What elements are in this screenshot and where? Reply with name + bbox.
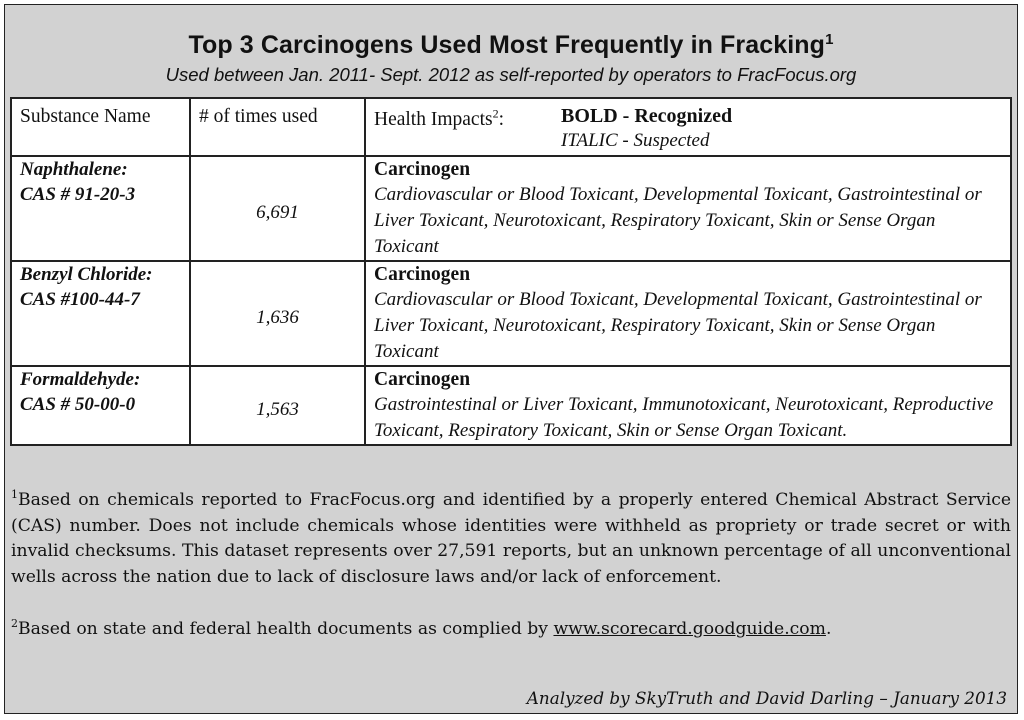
times-used-value: 6,691 (190, 156, 365, 261)
legend-bold-recognized: BOLD - Recognized (561, 105, 733, 127)
scorecard-link[interactable]: www.scorecard.goodguide.com (553, 619, 826, 639)
footnotes (11, 482, 1011, 643)
substance-name: Benzyl Chloride: (20, 264, 153, 285)
footnote-2: $^2$Based on state and federal health documents as complied by www.scorecard.goodguide.com. (11, 617, 832, 639)
column-header-times-used: # of times used (190, 98, 365, 156)
table-header-row (11, 98, 1011, 156)
recognized-impact: Carcinogen (374, 264, 471, 285)
times-used-value: 1,563 (190, 366, 365, 445)
substance-cell (11, 261, 190, 366)
page-subtitle: Used between Jan. 2011- Sept. 2012 as self-reported by operators to FracFocus.org (165, 64, 857, 85)
recognized-impact: Carcinogen (374, 159, 471, 180)
health-impacts-cell (365, 261, 1011, 366)
column-header-health-impacts: Health Impacts$^2$: BOLD - Recognized ITALIC - Suspected (365, 98, 1011, 156)
carcinogen-table (10, 97, 1012, 446)
analysis-credit: Analyzed by SkyTruth and David Darling – January 2013 (526, 688, 1007, 708)
recognized-impact: Carcinogen (374, 369, 471, 390)
suspected-impacts: Gastrointestinal or Liver Toxicant, Immunotoxicant, Neurotoxicant, Reproductive Toxicant, Respiratory Toxicant, Skin or Sense Organ Toxicant. (374, 394, 994, 441)
suspected-impacts: Cardiovascular or Blood Toxicant, Developmental Toxicant, Gastrointestinal or Liver Toxicant, Neurotoxicant, Respiratory Toxicant, Skin or Sense Organ Toxicant (374, 289, 982, 362)
cas-number: CAS # 91-20-3 (20, 184, 136, 205)
header (5, 5, 1017, 97)
title-footnote-marker: 1 (825, 31, 834, 48)
substance-cell (11, 366, 190, 445)
times-used-value: 1,636 (190, 261, 365, 366)
table-row (11, 156, 1011, 261)
impact-legend (561, 105, 732, 152)
health-impacts-cell (365, 156, 1011, 261)
substance-name: Formaldehyde: (20, 369, 141, 390)
suspected-impacts: Cardiovascular or Blood Toxicant, Developmental Toxicant, Gastrointestinal or Liver Toxicant, Neurotoxicant, Respiratory Toxicant, Skin or Sense Organ Toxicant (374, 184, 982, 257)
table-row (11, 261, 1011, 366)
cas-number: CAS #100-44-7 (20, 289, 140, 310)
column-header-substance: Substance Name (11, 98, 190, 156)
cas-number: CAS # 50-00-0 (20, 394, 136, 415)
health-impacts-cell (365, 366, 1011, 445)
substance-cell (11, 156, 190, 261)
page-title: Top 3 Carcinogens Used Most Frequently in Fracking$^1$ (188, 31, 834, 59)
footnote-1: $^1$Based on chemicals reported to FracFocus.org and identified by a properly entered Chemical Abstract Service (CAS) number. Does not include chemicals whose identities were withheld as propriety or trade secret or with invalid checksums. This dataset represents over 27,591 reports, but an unknown percentage of all unconventional wells across the nation due to lack of disclosure laws and/or lack of enforcement. (11, 488, 1011, 587)
legend-italic-suspected: ITALIC - Suspected (561, 130, 710, 151)
infographic-panel (4, 4, 1018, 714)
substance-name: Naphthalene: (20, 159, 128, 180)
table-row (11, 366, 1011, 445)
